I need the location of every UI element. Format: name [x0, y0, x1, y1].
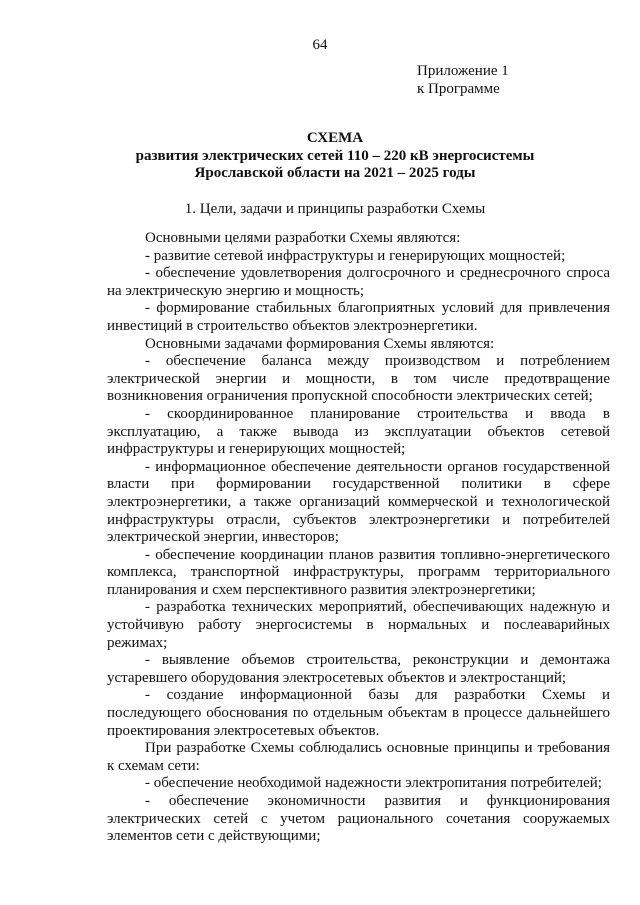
paragraph: - обеспечение координации планов развития топливно-энергетического комплекса, транспортной инфраструктуры, программ территориального планирования и схем перспективного развития электроэнергетики; [107, 546, 610, 598]
title-line-2: развития электрических сетей 110 – 220 кВ энергосистемы [135, 147, 535, 164]
appendix-line-2: к Программе [417, 81, 500, 97]
section-heading: 1. Цели, задачи и принципы разработки Схемы [184, 201, 486, 217]
paragraph: - разработка технических мероприятий, обеспечивающих надежную и устойчивую работу энергосистемы в нормальных и послеаварийных режимах; [107, 599, 610, 651]
paragraph: - формирование стабильных благоприятных условий для привлечения инвестиций в строительство объектов электроэнергетики. [107, 300, 610, 334]
paragraph: - выявление объемов строительства, реконструкции и демонтажа устаревшего оборудования электросетевых объектов и электростанций; [107, 652, 610, 686]
paragraph: - обеспечение баланса между производством и потреблением электрической энергии и мощности, в том числе предотвращение возникновения ограничения пропускной способности электрических сетей; [107, 353, 610, 405]
title-line-1: СХЕМА [306, 130, 364, 146]
appendix-line-1: Приложение 1 [417, 63, 509, 79]
paragraph: - скоординированное планирование строительства и ввода в эксплуатацию, а также вывода из эксплуатации объектов сетевой инфраструктуры и генерирующих мощностей; [107, 405, 610, 458]
paragraph: При разработке Схемы соблюдались основные принципы и требования к схемам сети: [107, 740, 610, 774]
paragraph: Основными целями разработки Схемы являются: [145, 230, 461, 246]
body-text [107, 230, 610, 846]
paragraph: - обеспечение удовлетворения долгосрочного и среднесрочного спроса на электрическую энергию и мощность; [107, 265, 610, 299]
document-title [100, 130, 570, 183]
paragraph: - информационное обеспечение деятельности органов государственной власти при формировании государственной политики в сфере электроэнергетики, а также организаций коммерческой и технологической инфраструктуры отрасли, субъектов электроэнергетики и потребителей электрической энергии, инвесторов; [107, 458, 610, 546]
paragraph: - обеспечение необходимой надежности электропитания потребителей; [145, 775, 602, 792]
paragraph: - создание информационной базы для разработки Схемы и последующего обоснования по отдельным объектам в процессе дальнейшего проектирования электросетевых объектов. [107, 687, 610, 739]
page-number: 64 [312, 37, 328, 53]
paragraph: - обеспечение экономичности развития и функционирования электрических сетей с учетом рационального сочетания сооружаемых элементов сети с действующими; [107, 793, 610, 845]
appendix-label [417, 62, 509, 98]
paragraph: Основными задачами формирования Схемы являются: [145, 335, 495, 352]
paragraph: - развитие сетевой инфраструктуры и генерирующих мощностей; [145, 247, 566, 264]
title-line-3: Ярославской области на 2021 – 2025 годы [194, 165, 476, 181]
